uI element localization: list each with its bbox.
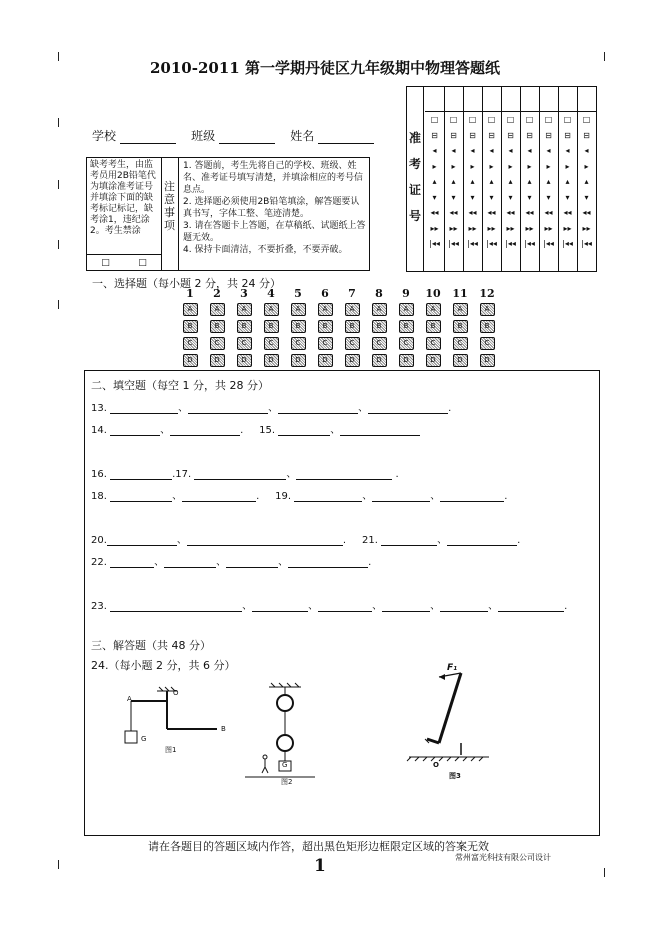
exam-bubble[interactable]: ◂◂ [468, 208, 477, 217]
margin-tick [604, 868, 605, 877]
exam-bubble[interactable]: ▾ [527, 192, 532, 202]
exam-bubble[interactable]: ▸▸ [506, 223, 515, 233]
exam-bubble[interactable]: |◂◂ [581, 239, 592, 248]
exam-bubble[interactable]: ▸ [565, 161, 570, 171]
exam-bubble[interactable]: ▸ [527, 161, 532, 171]
fig3-caption: 图3 [449, 772, 461, 780]
exam-bubble[interactable]: ⊟ [507, 130, 514, 140]
answer-blank[interactable] [368, 403, 448, 414]
answer-blank[interactable] [187, 535, 343, 546]
exam-digit-box[interactable] [539, 87, 558, 112]
exam-bubble[interactable]: □ [468, 115, 477, 124]
mcq-number: 12 [479, 287, 495, 300]
mcq-option-bubble[interactable]: C [426, 337, 441, 350]
q-number: 14. [91, 425, 107, 436]
exam-bubble[interactable]: ⊟ [431, 130, 438, 140]
exam-digit-box[interactable] [577, 87, 596, 112]
exam-number-column [482, 87, 502, 271]
mcq-number: 2 [213, 287, 221, 300]
mcq-option-bubble[interactable]: C [183, 337, 198, 350]
fig1-label-g: G [141, 735, 147, 743]
school-label: 学校 [92, 129, 117, 143]
exam-digit-box[interactable] [501, 87, 520, 112]
mcq-number: 10 [425, 287, 441, 300]
footer-note: 请在各题目的答题区域内作答，超出黑色矩形边框限定区域的答案无效 [148, 840, 489, 853]
answer-blank[interactable] [372, 491, 430, 502]
exam-bubble[interactable]: □ [563, 115, 572, 124]
fill-row-22: 22. 、 、 、 . [91, 557, 372, 568]
figure-2-pulleys [235, 681, 345, 791]
mcq-option-bubble[interactable]: A [237, 303, 252, 316]
answer-blank[interactable] [278, 403, 358, 414]
figure-1-lever [115, 679, 245, 759]
mcq-question [369, 287, 389, 371]
q24-title: 24.（每小题 2 分，共 6 分） [91, 659, 236, 672]
exam-bubble[interactable]: □ [544, 115, 553, 124]
fig1-label-o: O [173, 689, 179, 697]
fill-row-20-21: 20. 、 . 21. 、 . [91, 535, 521, 546]
mcq-option-bubble[interactable]: D [210, 354, 225, 367]
absence-panel [87, 158, 162, 270]
mcq-option-bubble[interactable]: A [318, 303, 333, 316]
exam-bubble[interactable]: ▾ [489, 192, 494, 202]
notice-heading: 注意事项 [161, 158, 179, 270]
mcq-option-bubble[interactable]: B [399, 320, 414, 333]
answer-blank[interactable] [296, 469, 392, 480]
exam-digit-box[interactable] [482, 87, 501, 112]
fill-row-13: 13. 、 、 、 . [91, 403, 452, 414]
mcq-number: 8 [375, 287, 383, 300]
exam-bubble[interactable]: ◂ [432, 146, 437, 155]
mcq-option-bubble[interactable]: A [264, 303, 279, 316]
exam-number-column [425, 87, 445, 271]
answer-blank[interactable] [164, 557, 216, 568]
mcq-option-bubble[interactable]: B [183, 320, 198, 333]
mcq-option-bubble[interactable]: D [237, 354, 252, 367]
mcq-number: 6 [321, 287, 329, 300]
fig1-label-a: A [127, 695, 132, 703]
exam-bubble[interactable]: □ [430, 115, 439, 124]
exam-bubble[interactable]: ◂ [489, 146, 494, 155]
answer-blank[interactable] [194, 469, 286, 480]
exam-number-label [407, 87, 424, 271]
answer-blank[interactable] [110, 469, 172, 480]
q-number: 19. [275, 491, 292, 502]
mcq-option-bubble[interactable]: D [480, 354, 495, 367]
exam-digit-box[interactable] [444, 87, 463, 112]
page-title: 2010-2011 第一学期丹徒区九年级期中物理答题纸 [150, 59, 500, 77]
mcq-option-bubble[interactable]: D [426, 354, 441, 367]
notice-box [86, 157, 370, 271]
name-label: 姓名 [290, 129, 315, 143]
mcq-option-bubble[interactable]: A [453, 303, 468, 316]
exam-bubble[interactable]: ▴ [527, 177, 532, 186]
answer-blank[interactable] [226, 557, 278, 568]
exam-bubble[interactable]: ⊟ [469, 130, 476, 140]
exam-bubble[interactable]: ◂ [565, 146, 570, 155]
mcq-number: 1 [186, 287, 194, 300]
mcq-option-bubble[interactable]: B [480, 320, 495, 333]
mcq-option-bubble[interactable]: B [318, 320, 333, 333]
mcq-option-bubble[interactable]: D [264, 354, 279, 367]
mcq-option-bubble[interactable]: D [399, 354, 414, 367]
exam-bubble[interactable]: ▴ [584, 177, 589, 186]
class-field[interactable] [219, 131, 275, 144]
exam-bubble[interactable]: ◂ [584, 146, 589, 155]
mcq-number: 3 [240, 287, 248, 300]
answer-blank[interactable] [340, 425, 420, 436]
margin-tick [58, 860, 59, 869]
q-number: 16. [91, 469, 107, 480]
exam-bubble[interactable]: ◂ [451, 146, 456, 155]
exam-bubble[interactable]: ▾ [508, 192, 513, 202]
exam-bubble[interactable]: ◂◂ [506, 208, 515, 217]
exam-bubble[interactable]: ▴ [470, 177, 475, 186]
exam-bubble[interactable]: ◂◂ [582, 208, 591, 217]
fig2-label-g: G [282, 761, 288, 769]
exam-label-char: 号 [408, 209, 421, 223]
mcq-number: 11 [452, 287, 468, 300]
fig3-label-f1: F₁ [447, 663, 458, 673]
mcq-option-bubble[interactable]: D [291, 354, 306, 367]
notice-item: 4. 保持卡面清洁，不要折叠，不要弄破。 [183, 245, 348, 255]
mcq-question [315, 287, 335, 371]
mcq-number: 9 [402, 287, 410, 300]
answer-blank[interactable] [110, 557, 154, 568]
q-number: 13. [91, 403, 107, 414]
exam-bubble[interactable]: ▸ [508, 161, 513, 171]
mcq-option-bubble[interactable]: B [237, 320, 252, 333]
mcq-option-bubble[interactable]: A [183, 303, 198, 316]
exam-bubble[interactable]: |◂◂ [562, 239, 573, 248]
exam-bubble[interactable]: ◂ [470, 146, 475, 155]
absence-text: 缺考考生，由监考员用2B铅笔代为填涂准考证号并填涂下面的缺考标记标记，缺考涂1，违纪涂2。考生禁涂 [90, 160, 156, 236]
exam-bubble[interactable]: ▴ [508, 177, 513, 186]
mcq-question [396, 287, 416, 371]
mcq-option-bubble[interactable]: C [345, 337, 360, 350]
exam-bubble[interactable]: ▸ [470, 161, 475, 171]
exam-bubble[interactable]: ▸ [489, 161, 494, 171]
exam-digit-box[interactable] [520, 87, 539, 112]
answer-blank[interactable] [381, 535, 437, 546]
exam-bubble[interactable]: ▾ [584, 192, 589, 202]
answer-blank[interactable] [318, 601, 372, 612]
exam-bubble[interactable]: ⊟ [545, 130, 552, 140]
exam-bubble[interactable]: |◂◂ [448, 239, 459, 248]
notice-item: 2. 选择题必须使用2B铅笔填涂，解答题要认真书写，字体工整、笔迹清楚。 [183, 197, 360, 219]
exam-bubble[interactable]: ◂◂ [487, 208, 496, 217]
mcq-question [180, 287, 200, 371]
mcq-option-bubble[interactable]: D [372, 354, 387, 367]
mcq-question [450, 287, 470, 371]
exam-bubble[interactable]: ▴ [565, 177, 570, 186]
exam-bubble[interactable]: □ [487, 115, 496, 124]
exam-bubble[interactable]: ▾ [546, 192, 551, 202]
exam-bubble[interactable]: ⊟ [450, 130, 457, 140]
answer-blank[interactable] [252, 601, 308, 612]
exam-bubble[interactable]: ▾ [432, 192, 437, 202]
q-number: 20. [91, 535, 107, 546]
fig2-caption: 图2 [281, 778, 293, 786]
fill-row-18-19: 18. 、 . 19. 、 、 . [91, 491, 508, 502]
mcq-option-bubble[interactable]: A [480, 303, 495, 316]
absence-mark-1[interactable]: □ [101, 257, 110, 268]
student-info-row [92, 127, 374, 144]
exam-bubble[interactable]: ▴ [432, 177, 437, 186]
exam-bubble[interactable]: ▸ [432, 161, 437, 171]
exam-number-grid [406, 86, 597, 272]
exam-bubble[interactable]: ▾ [470, 192, 475, 202]
exam-bubble[interactable]: |◂◂ [505, 239, 516, 248]
page-number: 1 [314, 856, 326, 876]
answer-blank[interactable] [182, 491, 256, 502]
mcq-question [207, 287, 227, 371]
fig1-caption: 图1 [165, 746, 177, 754]
fill-row-14-15: 14. 、 . 15. 、 [91, 421, 420, 436]
section-3-title: 三、解答题（共 48 分） [91, 639, 211, 652]
fig3-label-o: O [433, 761, 439, 769]
exam-bubble[interactable]: ▸ [584, 161, 589, 171]
q-number: 18. [91, 491, 107, 502]
answer-blank[interactable] [107, 535, 177, 546]
mcq-question [288, 287, 308, 371]
exam-digit-box[interactable] [558, 87, 577, 112]
school-field[interactable] [120, 131, 176, 144]
exam-bubble[interactable]: □ [582, 115, 591, 124]
mcq-option-bubble[interactable]: A [399, 303, 414, 316]
mcq-option-bubble[interactable]: C [318, 337, 333, 350]
notice-items [183, 160, 367, 256]
margin-tick [58, 300, 59, 309]
exam-bubble[interactable]: ⊟ [488, 130, 495, 140]
answer-blank[interactable] [498, 601, 564, 612]
answer-blank[interactable] [294, 491, 362, 502]
exam-bubble[interactable]: ◂◂ [563, 208, 572, 217]
exam-digit-box[interactable] [425, 87, 444, 112]
fill-row-23: 23. 、 、 、 、 、 . [91, 601, 568, 612]
exam-number-column [463, 87, 483, 271]
exam-bubble[interactable]: ◂◂ [449, 208, 458, 217]
mcq-option-bubble[interactable]: C [291, 337, 306, 350]
answer-blank[interactable] [440, 491, 504, 502]
exam-bubble[interactable]: ▾ [565, 192, 570, 202]
mcq-option-bubble[interactable]: D [453, 354, 468, 367]
exam-bubble[interactable]: ◂◂ [544, 208, 553, 217]
exam-label-char: 准 [408, 131, 421, 145]
exam-bubble[interactable]: ▸▸ [449, 223, 458, 233]
answer-blank[interactable] [110, 601, 242, 612]
exam-bubble[interactable]: ▸▸ [430, 223, 439, 233]
exam-bubble[interactable]: ⊟ [526, 130, 533, 140]
exam-bubble[interactable]: ⊟ [583, 130, 590, 140]
exam-number-column [577, 87, 597, 271]
mcq-option-bubble[interactable]: A [291, 303, 306, 316]
mcq-option-bubble[interactable]: A [372, 303, 387, 316]
mcq-option-bubble[interactable]: D [183, 354, 198, 367]
exam-number-column [539, 87, 559, 271]
absence-marks [87, 254, 161, 270]
exam-bubble[interactable]: ◂◂ [430, 208, 439, 217]
fill-row-16-17: 16. .17. 、 . [91, 469, 399, 480]
exam-bubble[interactable]: ◂ [546, 146, 551, 155]
exam-bubble[interactable]: ◂ [527, 146, 532, 155]
exam-bubble[interactable]: ▸▸ [487, 223, 496, 233]
q-number: 23. [91, 601, 107, 612]
mcq-option-bubble[interactable]: D [345, 354, 360, 367]
exam-bubble[interactable]: ▾ [451, 192, 456, 202]
mcq-option-bubble[interactable]: C [237, 337, 252, 350]
exam-bubble[interactable]: ▸▸ [468, 223, 477, 233]
exam-number-column [444, 87, 464, 271]
q-number: .17. [172, 469, 192, 480]
notice-item: 3. 请在答题卡上答题，在草稿纸、试题纸上答题无效。 [183, 221, 366, 243]
answer-blank[interactable] [170, 425, 240, 436]
exam-bubble[interactable]: |◂◂ [467, 239, 478, 248]
exam-digit-box[interactable] [463, 87, 482, 112]
exam-label-char: 证 [408, 183, 421, 197]
mcq-option-bubble[interactable]: B [264, 320, 279, 333]
exam-bubble[interactable]: ▴ [451, 177, 456, 186]
mcq-question [261, 287, 281, 371]
margin-tick [604, 52, 605, 61]
answer-blank[interactable] [188, 403, 268, 414]
exam-bubble[interactable]: ◂◂ [525, 208, 534, 217]
q-number: 22. [91, 557, 107, 568]
mcq-question [477, 287, 497, 371]
exam-bubble[interactable]: |◂◂ [543, 239, 554, 248]
answer-blank[interactable] [440, 601, 488, 612]
exam-bubble[interactable]: □ [506, 115, 515, 124]
mcq-option-bubble[interactable]: B [210, 320, 225, 333]
exam-bubble[interactable]: ▸ [546, 161, 551, 171]
class-label: 班级 [191, 129, 216, 143]
answer-blank[interactable] [110, 491, 172, 502]
figure-3-crowbar [405, 667, 505, 767]
answer-blank[interactable] [288, 557, 368, 568]
mcq-question [423, 287, 443, 371]
mcq-option-bubble[interactable]: C [372, 337, 387, 350]
section-1-title: 一、选择题（每小题 2 分，共 24 分） [92, 277, 281, 290]
margin-tick [58, 118, 59, 127]
mcq-question [234, 287, 254, 371]
mcq-option-bubble[interactable]: C [480, 337, 495, 350]
mcq-option-bubble[interactable]: A [210, 303, 225, 316]
mcq-option-bubble[interactable]: B [426, 320, 441, 333]
mcq-option-bubble[interactable]: D [318, 354, 333, 367]
mcq-option-bubble[interactable]: A [426, 303, 441, 316]
mcq-option-bubble[interactable]: C [264, 337, 279, 350]
exam-bubble[interactable]: □ [449, 115, 458, 124]
exam-bubble[interactable]: ⊟ [564, 130, 571, 140]
q-number: 15. [259, 425, 276, 436]
answer-blank[interactable] [382, 601, 430, 612]
mcq-option-bubble[interactable]: C [210, 337, 225, 350]
answer-box [84, 370, 600, 836]
name-field[interactable] [318, 131, 374, 144]
margin-tick [58, 240, 59, 249]
mcq-option-bubble[interactable]: B [453, 320, 468, 333]
exam-bubble[interactable]: |◂◂ [429, 239, 440, 248]
exam-bubble[interactable]: □ [525, 115, 534, 124]
company-credit: 常州富光科技有限公司设计 [455, 853, 551, 862]
exam-bubble[interactable]: ▸▸ [582, 223, 591, 233]
exam-bubble[interactable]: |◂◂ [486, 239, 497, 248]
margin-tick [58, 52, 59, 61]
mcq-option-bubble[interactable]: B [291, 320, 306, 333]
exam-bubble[interactable]: ▴ [489, 177, 494, 186]
fig1-label-b: B [221, 725, 226, 733]
section-2-title: 二、填空题（每空 1 分，共 28 分） [91, 379, 269, 392]
exam-bubble[interactable]: ▴ [546, 177, 551, 186]
mcq-option-bubble[interactable]: B [345, 320, 360, 333]
answer-blank[interactable] [447, 535, 517, 546]
exam-number-column [520, 87, 540, 271]
exam-bubble[interactable]: ▸▸ [563, 223, 572, 233]
mcq-question [342, 287, 362, 371]
exam-label-char: 考 [408, 157, 421, 171]
answer-blank[interactable] [278, 425, 330, 436]
exam-bubble[interactable]: ◂ [508, 146, 513, 155]
exam-bubble[interactable]: |◂◂ [524, 239, 535, 248]
mcq-number: 4 [267, 287, 275, 300]
exam-number-column [558, 87, 578, 271]
mcq-number: 7 [348, 287, 356, 300]
absence-mark-2[interactable]: □ [138, 257, 147, 268]
notice-item: 1. 答题前，考生先将自己的学校、班级、姓名、准考证号填写清楚，并填涂相应的考号信息点。 [183, 161, 364, 195]
answer-blank[interactable] [110, 425, 160, 436]
margin-tick [58, 180, 59, 189]
exam-bubble[interactable]: ▸▸ [544, 223, 553, 233]
mcq-option-bubble[interactable]: A [345, 303, 360, 316]
mcq-option-bubble[interactable]: C [399, 337, 414, 350]
exam-bubble[interactable]: ▸▸ [525, 223, 534, 233]
mcq-option-bubble[interactable]: B [372, 320, 387, 333]
mcq-option-bubble[interactable]: C [453, 337, 468, 350]
exam-number-column [501, 87, 521, 271]
q-number: 21. [361, 535, 378, 546]
exam-bubble[interactable]: ▸ [451, 161, 456, 171]
mcq-number: 5 [294, 287, 302, 300]
answer-blank[interactable] [110, 403, 178, 414]
